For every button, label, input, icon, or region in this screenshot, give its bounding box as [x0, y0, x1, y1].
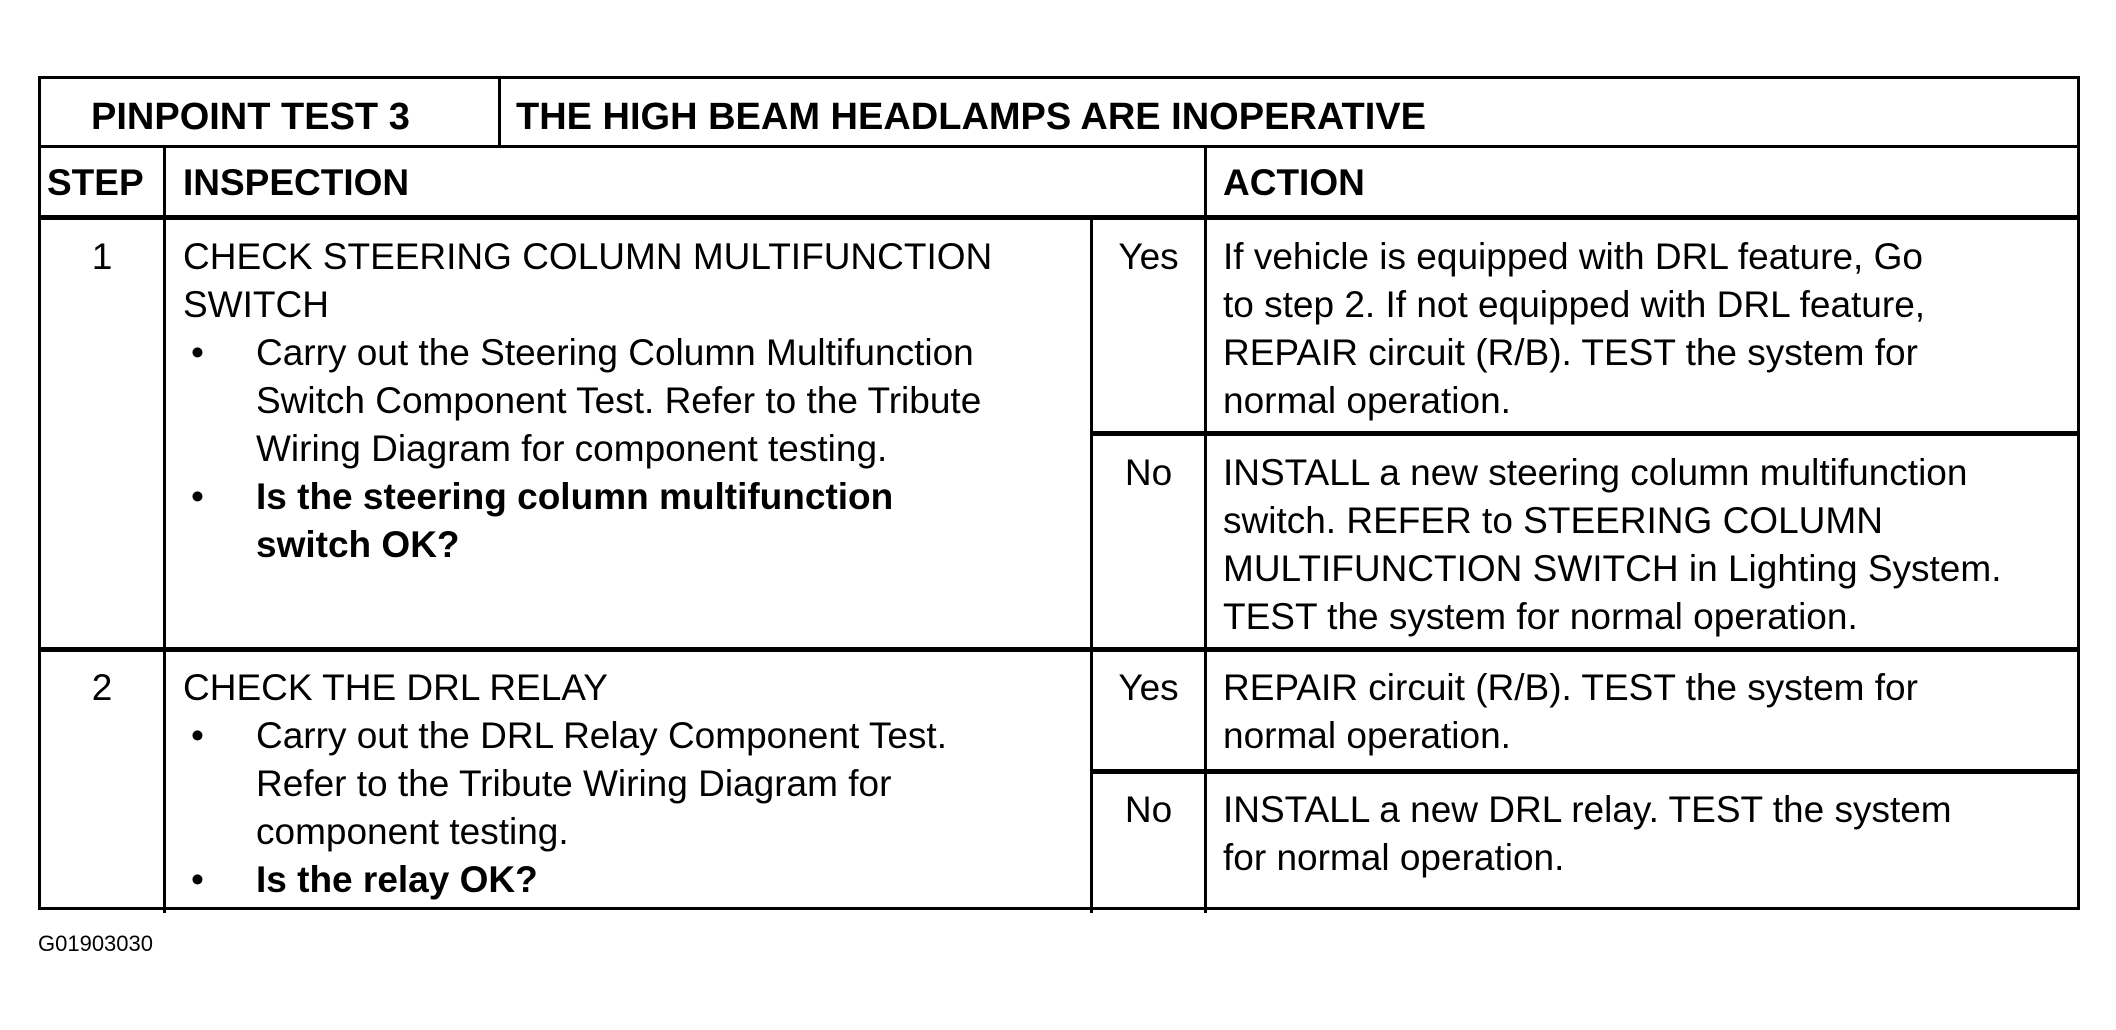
bullet-icon: • [191, 332, 204, 373]
action-line: TEST the system for normal operation. [1223, 596, 1858, 637]
action-line: switch. REFER to STEERING COLUMN [1223, 500, 1883, 541]
step-title-line: CHECK THE DRL RELAY [183, 667, 608, 708]
instruction-line: Carry out the Steering Column Multifunction [256, 332, 974, 373]
column-step: STEP [47, 162, 144, 203]
test-label: PINPOINT TEST 3 [91, 96, 410, 138]
yes-label: Yes [1118, 667, 1179, 708]
instruction-line: Carry out the DRL Relay Component Test. [256, 715, 947, 756]
action-line: MULTIFUNCTION SWITCH in Lighting System. [1223, 548, 2002, 589]
question-line: Is the steering column multifunction [256, 476, 894, 517]
action-line: normal operation. [1223, 380, 1511, 421]
step-number: 1 [91, 236, 113, 277]
instruction-line: component testing. [256, 811, 569, 852]
action-column-divider [1204, 145, 1207, 913]
yes-no-divider [1090, 431, 2077, 436]
action-line: INSTALL a new steering column multifunction [1223, 452, 1968, 493]
bullet-icon: • [191, 476, 204, 517]
step-divider [41, 647, 2077, 652]
no-label: No [1124, 789, 1173, 830]
header-divider [498, 79, 501, 145]
instruction-line: Wiring Diagram for component testing. [256, 428, 888, 469]
action-line: INSTALL a new DRL relay. TEST the system [1223, 789, 1952, 830]
yes-no-divider [1090, 769, 2077, 774]
bullet-icon: • [191, 715, 204, 756]
step-column-divider [163, 145, 166, 913]
action-line: REPAIR circuit (R/B). TEST the system for [1223, 667, 1918, 708]
bullet-icon: • [191, 859, 204, 900]
header-bottom-rule [41, 145, 2077, 148]
action-line: REPAIR circuit (R/B). TEST the system for [1223, 332, 1918, 373]
yes-label: Yes [1118, 236, 1179, 277]
pinpoint-test-table [38, 76, 2080, 910]
no-label: No [1124, 452, 1173, 493]
step-title-line: CHECK STEERING COLUMN MULTIFUNCTION [183, 236, 993, 277]
instruction-line: Switch Component Test. Refer to the Tribute [256, 380, 982, 421]
action-line: to step 2. If not equipped with DRL feature, [1223, 284, 1926, 325]
question-line: switch OK? [256, 524, 460, 565]
action-line: for normal operation. [1223, 837, 1565, 878]
step-title-line: SWITCH [183, 284, 329, 325]
column-inspection: INSPECTION [183, 162, 410, 203]
action-line: normal operation. [1223, 715, 1511, 756]
action-line: If vehicle is equipped with DRL feature, Go [1223, 236, 1923, 277]
test-title: THE HIGH BEAM HEADLAMPS ARE INOPERATIVE [516, 96, 1426, 138]
question-line: Is the relay OK? [256, 859, 538, 900]
column-action: ACTION [1223, 162, 1365, 203]
figure-id: G01903030 [38, 931, 153, 956]
step-number: 2 [91, 667, 113, 708]
column-header-bottom-rule [41, 215, 2077, 220]
instruction-line: Refer to the Tribute Wiring Diagram for [256, 763, 892, 804]
